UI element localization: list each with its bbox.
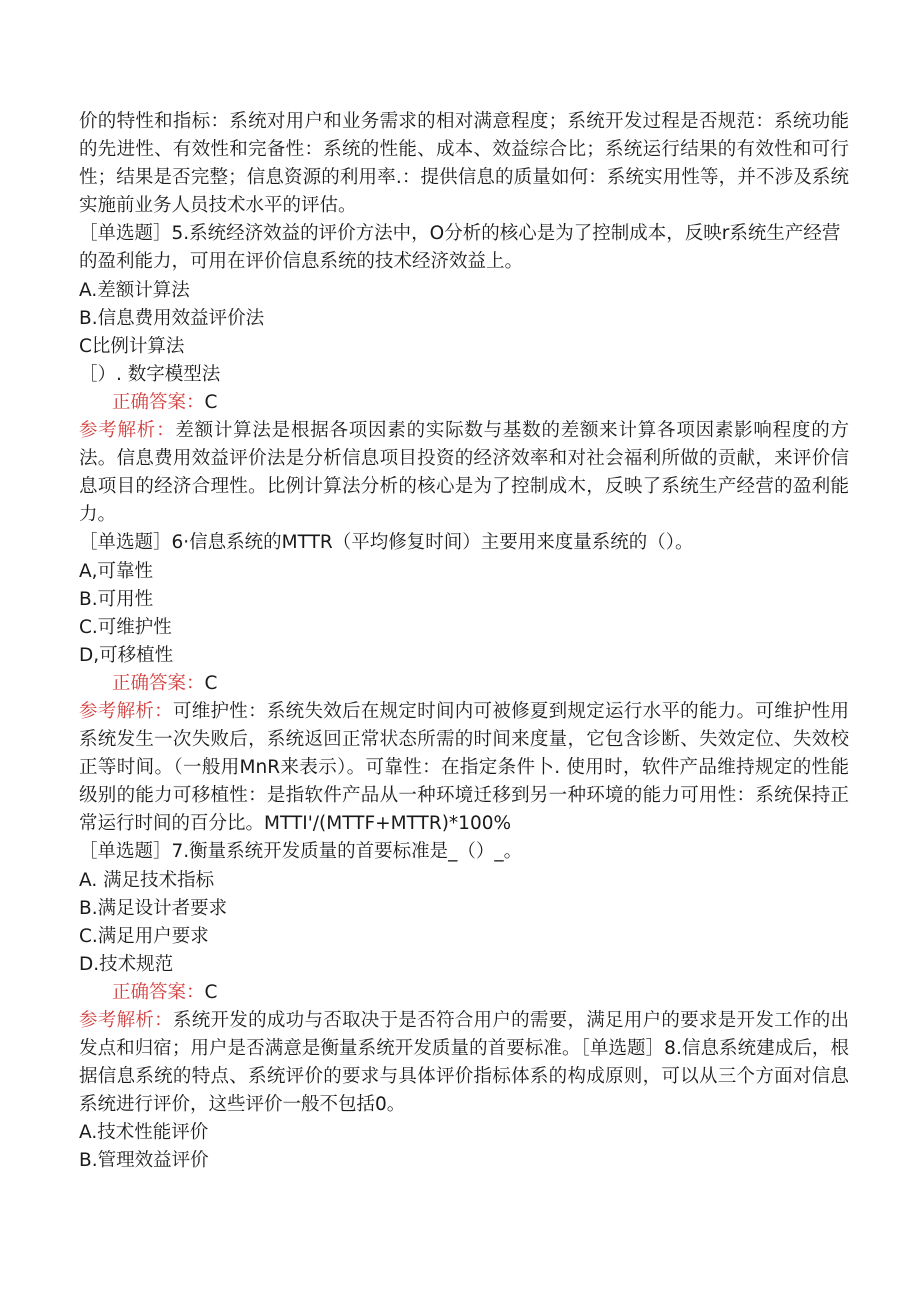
q5-answer [79,389,849,417]
q7-option-c: C.满足用户要求 [79,925,209,947]
answer-label: 正确答案： [112,981,205,1003]
q5-option-a: A.差额计算法 [79,279,190,301]
q6-option-a: A,可靠性 [79,560,154,582]
question-7-stem: ［单选题］7.衡量系统开发质量的首要标准是_（）_。 [79,841,523,863]
document-page [79,108,849,1176]
q7-option-a: A. 满足技术指标 [79,869,215,891]
q6-analysis [79,698,849,838]
question-6-stem: ［单选题］6·信息系统的MTTR（平均修复时间）主要用来度量系统的（）。 [79,532,694,554]
q6-answer-value: C [204,672,218,694]
q7-answer [79,979,849,1007]
analysis-label: 参考解析： [79,420,176,442]
q7-option-d: D.技术规范 [79,953,174,975]
analysis-label: 参考解析： [79,700,173,722]
q7-option-b: B.满足设计者要求 [79,897,228,919]
q6-answer [79,670,849,698]
q5-option-c: C比例计算法 [79,335,185,357]
q6-option-b: B.可用性 [79,588,154,610]
q8-option-a: A.技术性能评价 [79,1122,209,1144]
q6-option-d: D,可移植性 [79,644,174,666]
q6-option-c: C.可维护性 [79,616,172,638]
intro-paragraph: 价的特性和指标：系统对用户和业务需求的相对满意程度；系统开发过程是否规范：系统功能的先进性、有效性和完备性：系统的性能、成本、效益综合比；系统运行结果的有效性和可行性；结果是否完整；信息资源的利用率.：提供信息的质量如何：系统实用性等，并不涉及系统实施前业务人员技术水平的评估。 [79,111,849,217]
q8-option-b: B.管理效益评价 [79,1150,209,1172]
q5-answer-value: C [204,391,218,413]
q7-answer-value: C [204,981,218,1003]
answer-label: 正确答案： [112,391,205,413]
answer-label: 正确答案： [112,672,205,694]
q6-analysis-text: 可维护性：系统失效后在规定时间内可被修夏到规定运行水平的能力。可维护性用系统发生一次失败后，系统返回正常状态所需的时间来度量，它包含诊断、失效定位、失效校正等时间。（一般用MnR来表示）。可靠性：在指定条件卜. 使用时，软件产品维持规定的性能级别的能力可移植性：是指软件产品从一种环境迁移到另一种环境的能力可用性：系统保持正常运行时间的百分比。MTTI'/(MTTF+MTTR)*100% [79,700,849,835]
q5-analysis [79,417,849,529]
q5-analysis-text: 差额计算法是根据各项因素的实际数与基数的差额来计算各项因素影响程度的方法。信息费用效益评价法是分析信息项目投资的经济效率和对社会福利所做的贡献，来评价信息项目的经济合理性。比例计算法分析的核心是为了控制成木，反映了系统生产经营的盈利能力。 [79,420,849,526]
question-5-stem: ［单选题］5.系统经济效益的评价方法中，O分析的核心是为了控制成本，反映r系统生产经营的盈利能力，可用在评价信息系统的技术经济效益上。 [79,223,841,273]
q5-option-d: ［）. 数字模型法 [79,363,221,385]
q7-analysis [79,1007,849,1119]
q7-analysis-text: 系统开发的成功与否取决于是否符合用户的需要，满足用户的要求是开发工作的出发点和归宿；用户是否满意是衡量系统开发质量的首要标准。［单选题］8.信息系统建成后，根据信息系统的特点、系统评价的要求与具体评价指标体系的构成原则，可以从三个方面对信息系统进行评价，这些评价一般不包括0。 [79,1010,849,1116]
analysis-label: 参考解析： [79,1010,173,1031]
q5-option-b: B.信息费用效益评价法 [79,307,265,329]
